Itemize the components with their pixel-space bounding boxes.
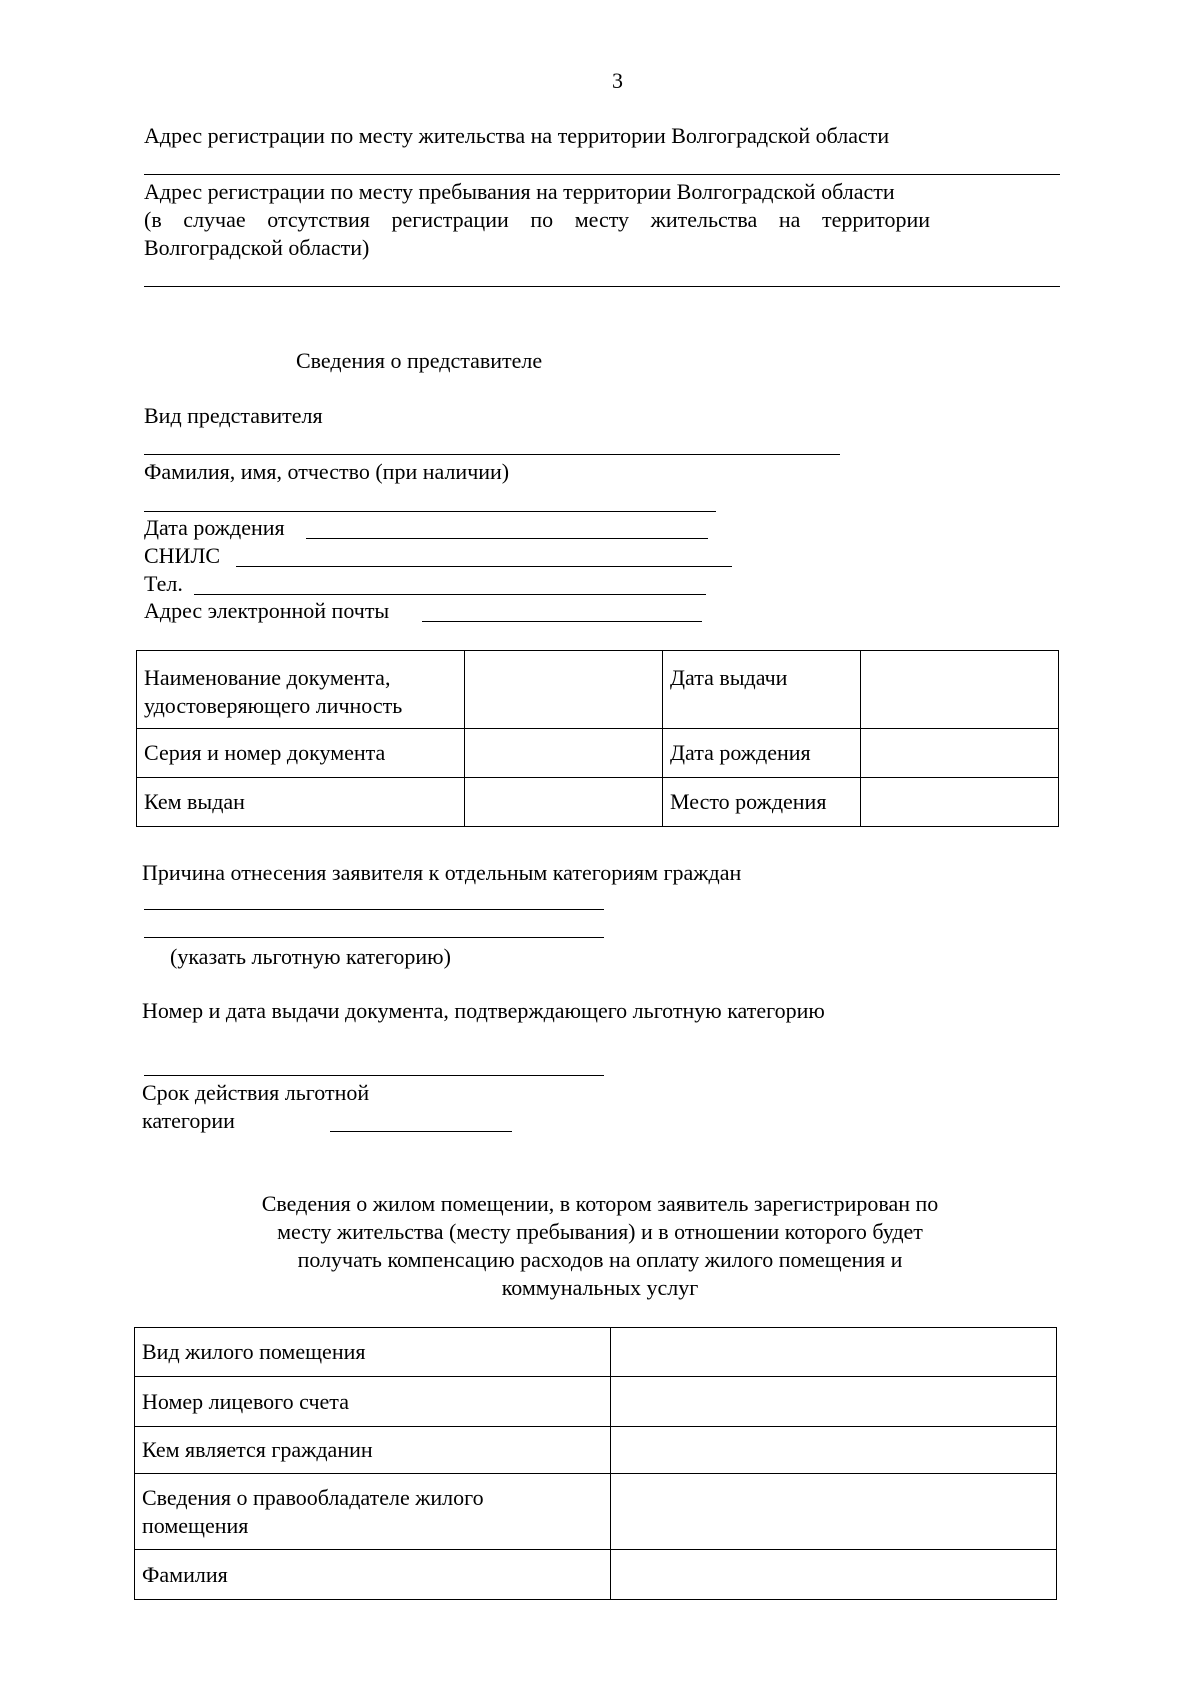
representative-type-line[interactable] [144, 454, 840, 455]
surname-cell [135, 1550, 611, 1600]
stay-address-line[interactable] [144, 286, 1060, 287]
issued-by-value[interactable] [465, 778, 663, 827]
representative-birth-date-label: Дата рождения [144, 515, 285, 540]
representative-birth-date-line[interactable] [306, 538, 708, 539]
table-row [135, 1427, 1057, 1474]
representative-type-label: Вид представителя [144, 403, 323, 428]
page-number: 3 [612, 68, 623, 93]
owner-info-value[interactable] [611, 1474, 1057, 1550]
housing-type-label: Вид жилого помещения [142, 1339, 366, 1364]
representative-snils-label: СНИЛС [144, 543, 221, 568]
table-row [137, 778, 1059, 827]
surname-label: Фамилия [142, 1561, 228, 1587]
residence-address-line[interactable] [144, 174, 1060, 175]
owner-info-label-cont: помещения [142, 1512, 249, 1538]
category-doc-label: Номер и дата выдачи документа, подтверждающего льготную категорию [142, 998, 825, 1023]
table-row [135, 1550, 1057, 1600]
table-row [135, 1377, 1057, 1427]
table-row [135, 1474, 1057, 1550]
surname-value[interactable] [611, 1550, 1057, 1600]
citizen-relation-cell [135, 1427, 611, 1474]
stay-address-note: (в случае отсутствия регистрации по месту жительства на территории [144, 207, 930, 232]
issue-date-value[interactable] [861, 651, 1059, 729]
birth-date-label: Дата рождения [670, 740, 811, 765]
representative-snils-line[interactable] [236, 566, 732, 567]
issue-date-cell [663, 651, 861, 729]
housing-type-value[interactable] [611, 1328, 1057, 1377]
housing-heading-line: коммунальных услуг [501, 1275, 699, 1300]
representative-phone-line[interactable] [194, 594, 706, 595]
doc-name-cell [137, 651, 465, 729]
account-number-label: Номер лицевого счета [142, 1388, 349, 1414]
stay-address-label: Адрес регистрации по месту пребывания на территории Волгоградской области [144, 179, 895, 204]
birth-date-value[interactable] [861, 729, 1059, 778]
series-number-cell [137, 729, 465, 778]
doc-name-label-cont: удостоверяющего личность [144, 693, 403, 718]
representative-phone-label: Тел. [144, 571, 183, 596]
representative-email-label: Адрес электронной почты [144, 598, 390, 623]
category-validity-label-cont: категории [142, 1108, 235, 1133]
issued-by-label: Кем выдан [144, 789, 245, 814]
housing-heading-line: месту жительства (месту пребывания) и в отношении которого будет [277, 1219, 923, 1244]
issued-by-cell [137, 778, 465, 827]
table-row [135, 1328, 1057, 1377]
representative-fio-label: Фамилия, имя, отчество (при наличии) [144, 459, 510, 484]
owner-info-label: Сведения о правообладателе жилого [142, 1484, 484, 1510]
doc-name-label: Наименование документа, [144, 665, 391, 690]
category-validity-line[interactable] [330, 1131, 512, 1132]
birth-place-cell [663, 778, 861, 827]
stay-address-note-cont: Волгоградской области) [144, 235, 370, 260]
housing-heading-line: получать компенсацию расходов на оплату жилого помещения и [297, 1247, 903, 1272]
birth-place-value[interactable] [861, 778, 1059, 827]
category-reason-line-2[interactable] [144, 937, 604, 938]
housing-table [134, 1327, 1057, 1600]
citizen-relation-value[interactable] [611, 1427, 1057, 1474]
housing-heading-line: Сведения о жилом помещении, в котором заявитель зарегистрирован по [261, 1191, 939, 1216]
category-hint: (указать льготную категорию) [170, 944, 451, 969]
representative-fio-line[interactable] [144, 511, 716, 512]
citizen-relation-label: Кем является гражданин [142, 1437, 373, 1462]
housing-type-cell [135, 1328, 611, 1377]
identity-document-table [136, 650, 1059, 827]
representative-email-line[interactable] [422, 621, 702, 622]
table-row [137, 729, 1059, 778]
category-reason-label: Причина отнесения заявителя к отдельным категориям граждан [142, 860, 742, 885]
representative-heading: Сведения о представителе [296, 348, 543, 373]
issue-date-label: Дата выдачи [670, 665, 788, 690]
birth-place-label: Место рождения [670, 789, 827, 814]
housing-heading [140, 1190, 1060, 1302]
category-reason-line-1[interactable] [144, 909, 604, 910]
series-number-value[interactable] [465, 729, 663, 778]
doc-name-value[interactable] [465, 651, 663, 729]
series-number-label: Серия и номер документа [144, 740, 386, 765]
account-number-cell [135, 1377, 611, 1427]
table-row [137, 651, 1059, 729]
category-doc-line[interactable] [144, 1075, 604, 1076]
category-validity-label: Срок действия льготной [142, 1080, 370, 1105]
birth-date-cell [663, 729, 861, 778]
account-number-value[interactable] [611, 1377, 1057, 1427]
owner-info-cell [135, 1474, 611, 1550]
residence-address-label: Адрес регистрации по месту жительства на территории Волгоградской области [144, 123, 890, 148]
